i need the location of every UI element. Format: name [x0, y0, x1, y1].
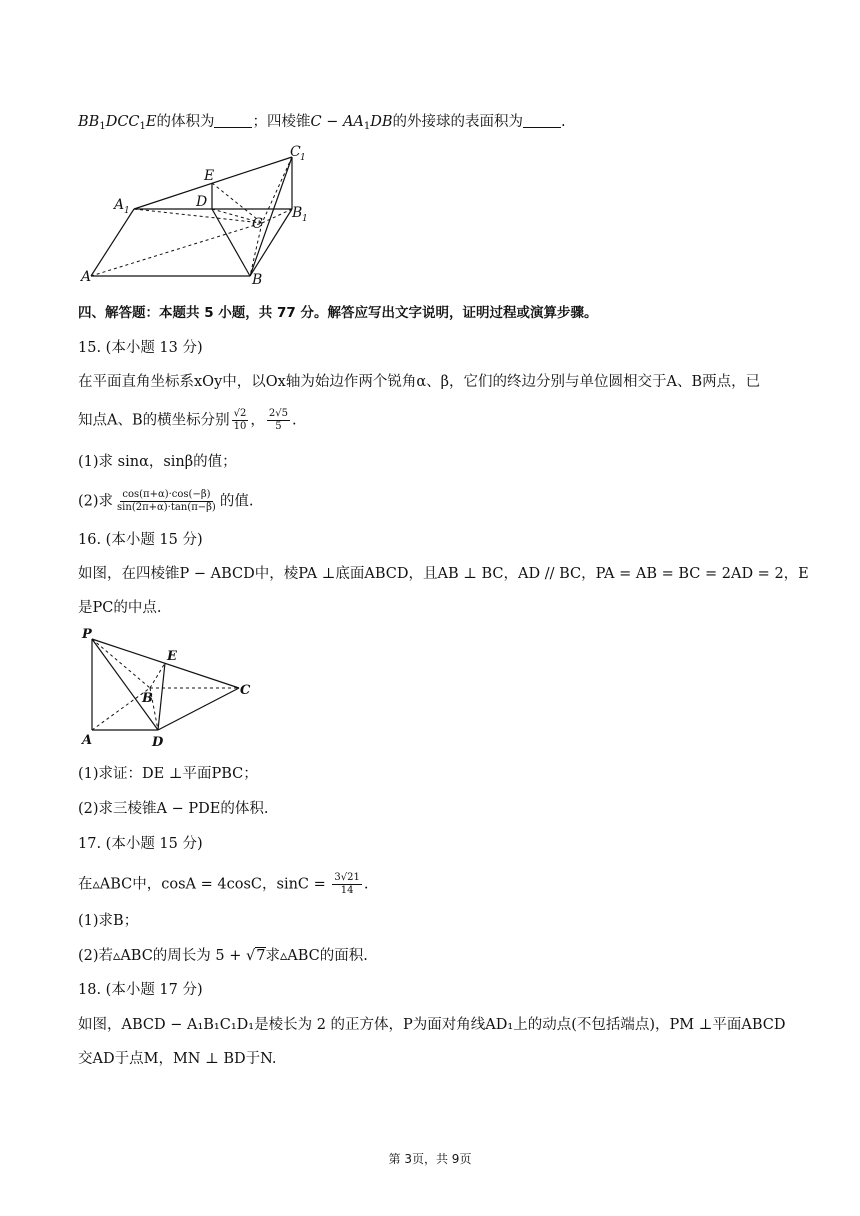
- label-e2: E: [167, 649, 177, 664]
- label-b1-sub: 1: [302, 214, 308, 224]
- figure-pyramid: [78, 624, 268, 754]
- q17-part2-text: (2)若▵ABC的周长为 5 +: [78, 948, 247, 964]
- q17-line1: [78, 872, 368, 897]
- label-p: P: [82, 627, 92, 642]
- q15-part2-end: 的值.: [219, 493, 254, 510]
- q14-surface-text: 的外接球的表面积为: [392, 114, 524, 130]
- label-b2: B: [142, 691, 153, 706]
- q18-line1: 如图，ABCD − A₁B₁C₁D₁是棱长为 2 的正方体，P为面对角线AD₁上的动点(不包括端点)，PM ⊥平面ABCD: [78, 1017, 786, 1033]
- q15-fraction-2: $\frac{2√5}{5}$: [268, 408, 288, 432]
- figure-prism: [78, 140, 308, 290]
- q16-header: 16. (本小题 15 分): [78, 532, 203, 548]
- label-a1: A: [114, 197, 125, 213]
- q18-line2: 交AD于点M，MN ⊥ BD于N.: [78, 1051, 277, 1067]
- q14-pyramid-db: DB: [370, 114, 393, 130]
- label-a2: A: [82, 733, 93, 748]
- q15-sep: ，: [250, 412, 265, 429]
- q14-sep: ；四棱锥: [252, 114, 311, 130]
- label-d: D: [196, 194, 208, 210]
- q14-blank-2[interactable]: [523, 113, 561, 128]
- q16-part2: (2)求三棱锥A − PDE的体积.: [78, 801, 269, 817]
- label-a: A: [81, 269, 92, 285]
- q15-line2: [78, 408, 297, 433]
- q17-line1-text: 在▵ABC中，cosA = 4cosC，sinC =: [78, 876, 331, 893]
- q15-header: 15. (本小题 13 分): [78, 340, 203, 356]
- q17-header: 17. (本小题 15 分): [78, 836, 203, 852]
- q17-line1-end: .: [363, 876, 369, 893]
- q14-line: $BB_1DCC_1E$的体积为 ；四棱锥$C - AA_1DB$的外接球的表面积为 .: [78, 114, 566, 132]
- q17-part1: (1)求B；: [78, 913, 139, 929]
- q16-line1: 如图，在四棱锥P − ABCD中，棱PA ⊥底面ABCD，且AB ⊥ BC，AD // BC，PA = AB = BC = 2AD = 2，E: [78, 566, 809, 582]
- label-d2: D: [152, 735, 164, 750]
- q16-part1: (1)求证：DE ⊥平面PBC；: [78, 766, 258, 782]
- label-e: E: [204, 168, 215, 184]
- label-c1-sub: 1: [300, 153, 306, 163]
- q15-line2-text: 知点A、B的横坐标分别: [78, 412, 230, 429]
- label-a1-sub: 1: [124, 206, 130, 216]
- label-b1: B: [292, 205, 303, 221]
- q14-volume-text: 的体积为: [156, 114, 215, 130]
- q17-fraction: $\frac{3√21}{14}$: [334, 872, 360, 896]
- q15-line2-end: .: [291, 412, 297, 429]
- q14-dcc: DCC: [105, 114, 140, 130]
- page-footer: 第 3页，共 9页: [388, 1152, 472, 1166]
- q16-line2: 是PC的中点.: [78, 600, 162, 616]
- label-b: B: [252, 272, 263, 288]
- label-c2: C: [240, 683, 251, 698]
- q18-header: 18. (本小题 17 分): [78, 982, 203, 998]
- q15-fraction-1: $\frac{√2}{10}$: [233, 408, 247, 432]
- q17-sqrt: 7: [256, 948, 266, 964]
- label-c: C: [252, 216, 263, 232]
- q15-line1: 在平面直角坐标系xOy中，以Ox轴为始边作两个锐角α、β，它们的终边分别与单位圆相交于A、B两点，已: [78, 374, 761, 390]
- q17-part2-end: 求▵ABC的面积.: [265, 948, 368, 964]
- q14-bb: BB: [78, 114, 100, 130]
- q15-part2-text: (2)求: [78, 493, 114, 510]
- q15-part1: (1)求 sinα，sinβ的值；: [78, 454, 237, 470]
- label-c1: C: [290, 144, 301, 160]
- q17-part2: (2)若▵ABC的周长为 5 + √7求▵ABC的面积.: [78, 948, 368, 964]
- section-heading: 四、解答题：本题共 5 小题，共 77 分。解答应写出文字说明，证明过程或演算步骤。: [78, 305, 598, 321]
- q14-blank-1[interactable]: [214, 113, 252, 128]
- q15-part2-fraction: $\frac{\cos(\pi+\alpha)\cdot\cos(-\beta)}{\sin(2\pi+\alpha)\cdot\tan(\pi-\beta)}$: [117, 489, 216, 513]
- q15-part2: [78, 489, 253, 514]
- q14-e: E: [145, 114, 157, 130]
- q14-pyramid-c: C − AA: [310, 114, 364, 130]
- q14-end: .: [561, 114, 566, 130]
